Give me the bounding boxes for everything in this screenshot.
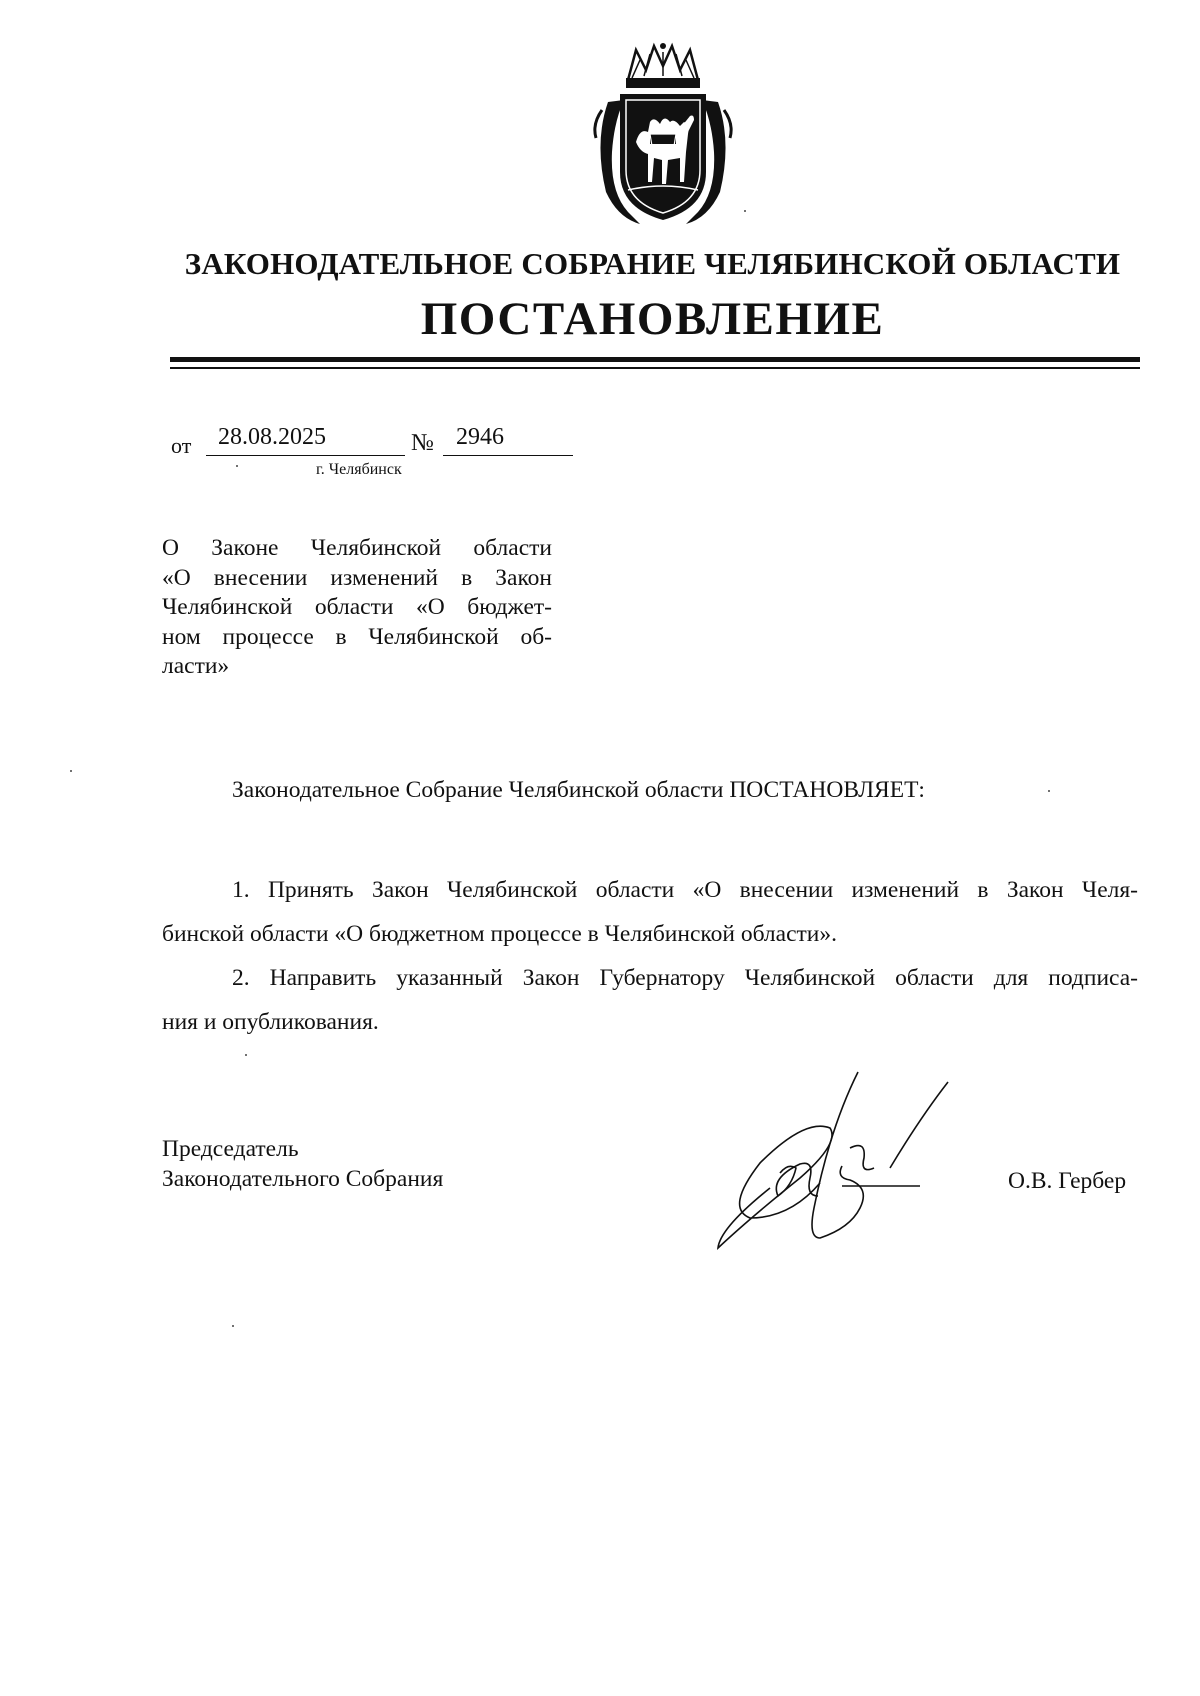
signatory-name: О.В. Гербер [1008,1168,1127,1194]
signatory-title [162,1134,443,1194]
document-type-heading: ПОСТАНОВЛЕНИЕ [420,293,885,345]
organization-title: ЗАКОНОДАТЕЛЬНОЕ СОБРАНИЕ ЧЕЛЯБИНСКОЙ ОБЛАСТИ [184,246,1121,281]
number-underline [443,455,573,456]
subject-line: ном процессе в Челябинской об- [162,623,552,650]
signatory-title-line: Председатель [162,1136,299,1162]
scan-speck [245,1054,247,1056]
signatory-title-line: Законодательного Собрания [162,1166,444,1192]
resolution-preamble: Законодательное Собрание Челябинской области ПОСТАНОВЛЯЕТ: [232,777,925,803]
scan-speck [236,465,238,467]
scan-speck [744,210,746,212]
resolution-item-line: ния и опубликования. [162,1009,379,1035]
scan-speck [70,770,72,772]
date-label: от [171,433,192,458]
resolution-item [162,868,1138,956]
city-label: г. Челябинск [316,461,402,478]
subject-line: ласти» [162,653,230,679]
subject-line: О Законе Челябинской области [162,535,552,561]
subject-line: «О внесении изменений в Закон [162,564,552,591]
subject-line: Челябинской области «О бюджет- [162,594,552,620]
document-number: 2946 [456,424,504,450]
header-divider-thick [170,357,1140,362]
resolution-item [162,956,1138,1044]
number-label: № [411,430,434,456]
date-underline [206,455,405,456]
document-date: 28.08.2025 [218,424,326,450]
header-divider-thin [170,367,1140,369]
scan-speck [1048,790,1050,792]
document-subject [162,534,552,682]
handwritten-signature-icon [710,1068,960,1258]
coat-of-arms-icon [588,42,738,232]
scan-speck [232,1325,234,1327]
resolution-item-line: 2. Направить указанный Закон Губернатору Челябинской области для подписа- [232,965,1138,991]
resolution-item-line: бинской области «О бюджетном процессе в Челябинской области». [162,921,837,947]
resolution-item-line: 1. Принять Закон Челябинской области «О внесении изменений в Закон Челя- [232,877,1138,903]
